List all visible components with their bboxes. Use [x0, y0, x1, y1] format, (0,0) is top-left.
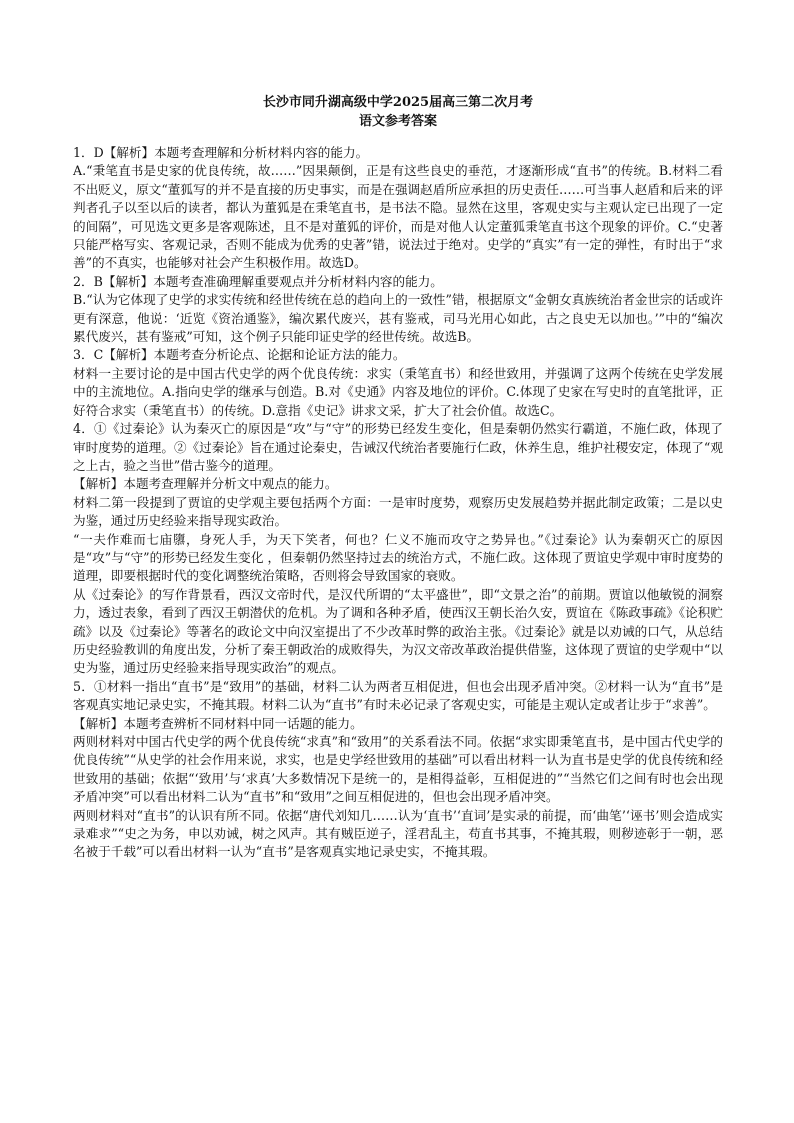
answer-4-analysis-p1: 材料二第一段提到了贾谊的史学观主要包括两个方面：一是审时度势，观察历史发展趋势并据此制定政策；二是以史为鉴，通过历史经验来指导现实政治。: [73, 494, 723, 529]
answer-1-heading: 1．D【解析】本题考查理解和分析材料内容的能力。: [73, 145, 369, 160]
answer-1-explanation: A.“秉笔直书是史家的优良传统，故……”因果颠倒，正是有这些良史的垂范，才逐渐形成“直书”的传统。B.材料二看不出贬义，原文“董狐写的并不是直接的历史事实，而是在强调赵盾所应承担的历史责任……可当事人赵盾和后来的评判者孔子以至以后的读者，都认为董狐是在秉笔直书，是书法不隐。显然在这里，客观史实与主观认定已出现了一定的间隔”，可见选文更多是客观陈述，且不是对董狐的评价，而是对他人认定董狐秉笔直书这个现象的评价。C.“史著只能严格写实、客观记录，否则不能成为优秀的史著”错，说法过于绝对。史学的“真实”有一定的弹性，有时出于“求善”的不真实，也能够对社会产生积极作用。故选D。: [73, 163, 723, 271]
answer-5-answer: 5．①材料一指出“直书”是“致用”的基础，材料二认为两者互相促进，但也会出现矛盾冲突。②材料一认为“直书”是客观真实地记录史实，不掩其瑕。材料二认为“直书”有时未必记录了客观史实，可能是主观认定或者让步于“求善”。: [73, 678, 723, 713]
answer-4-analysis-p2: “一夫作难而七庙隳，身死人手，为天下笑者，何也？仁义不施而攻守之势异也。”《过秦论》认为秦朝灭亡的原因是“攻”与“守”的形势已经发生变化 ，但秦朝仍然坚持过去的统治方式，不施仁政。这体现了贾谊史学观中审时度势的道理，即要根据时代的变化调整统治策略，否则将会导致国家的衰败。: [73, 531, 723, 584]
page-subtitle: 语文参考答案: [358, 114, 437, 129]
answer-4-analysis-heading: 【解析】本题考查理解并分析文中观点的能力。: [73, 476, 338, 492]
answer-sheet-page: [73, 93, 723, 862]
answer-4-analysis-p3: 从《过秦论》的写作背景看，西汉文帝时代，是汉代所谓的“太平盛世”，即“文景之治”的前期。贾谊以他敏锐的洞察力，透过表象，看到了西汉王朝潜伏的危机。为了调和各种矛盾，使西汉王朝长治久安，贾谊在《陈政事疏》《论积贮疏》以及《过秦论》等著名的政论文中向汉室提出了不少改革时弊的政治主张。《过秦论》就是以劝诫的口气，从总结历史经验教训的角度出发，分析了秦王朝政治的成败得失，为汉文帝改革政治提供借鉴，这体现了贾谊的史学观中“以史为鉴，通过历史经验来指导现实政治”的观点。: [73, 586, 723, 676]
answer-2-heading: 2．B【解析】本题考查准确理解重要观点并分析材料内容的能力。: [73, 273, 443, 289]
answer-5-analysis-p1: 两则材料对中国古代史学的两个优良传统“求真”和“致用”的关系看法不同。依据“求实即秉笔直书，是中国古代史学的优良传统”“从史学的社会作用来说，求实，也是史学经世致用的基础”可以看出材料一认为直书是史学的优良传统和经世致用的基础；依据“‘致用’与‘求真’大多数情况下是统一的，是相得益彰，互相促进的”“当然它们之间有时也会出现矛盾冲突”可以看出材料二认为“直书”和“致用”之间互相促进的，但也会出现矛盾冲突。: [73, 734, 723, 805]
answer-4-answer: 4．①《过秦论》认为秦灭亡的原因是“攻”与“守”的形势已经发生变化，但是秦朝仍然实行霸道，不施仁政，体现了审时度势的道理。②《过秦论》旨在通过论秦史，告诫汉代统治者要施行仁政，休养生息，维护社稷安定，体现了“观之上古，验之当世”借古鉴今的道理。: [73, 421, 723, 473]
answer-2-explanation: B.“认为它体现了史学的求实传统和经世传统在总的趋向上的一致性”错，根据原文“金朝女真族统治者金世宗的话或许更有深意，他说：‘近览《资治通鉴》，编次累代废兴，甚有鉴戒，司马光用心如此，古之良史无以加也。’”中的“编次累代废兴，甚有鉴戒”可知，这个例子只能印证史学的经世传统。故选B。: [73, 292, 723, 345]
answer-3-explanation: 材料一主要讨论的是中国古代史学的两个优良传统：求实（秉笔直书）和经世致用，并强调了这两个传统在史学发展中的主流地位。A.指向史学的继承与创造。B.对《史通》内容及地位的评价。C.体现了史家在写史时的直笔批评，正好符合求实（秉笔直书）的传统。D.意指《史记》讲求文采，扩大了社会价值。故选C。: [73, 365, 723, 418]
answer-5-analysis-heading: 【解析】本题考查辨析不同材料中同一话题的能力。: [73, 715, 363, 731]
answer-content: [73, 144, 723, 862]
answer-3-heading: 3．C【解析】本题考查分析论点、论据和论证方法的能力。: [73, 347, 406, 363]
page-title: 长沙市同升湖高级中学2025届高三第二次月考: [262, 95, 534, 110]
answer-5-analysis-p2: 两则材料对“直书”的认识有所不同。依据“唐代刘知几……认为‘直书’‘直词’是实录的前提，而‘曲笔’‘诬书’则会造成实录难求”“史之为务，申以劝诫，树之风声。其有贼臣逆子，淫君乱主，苟直书其事，不掩其瑕，则秽迹彰于一朝，恶名被于千载”可以看出材料一认为“直书”是客观真实地记录史实，不掩其瑕。: [73, 807, 723, 860]
